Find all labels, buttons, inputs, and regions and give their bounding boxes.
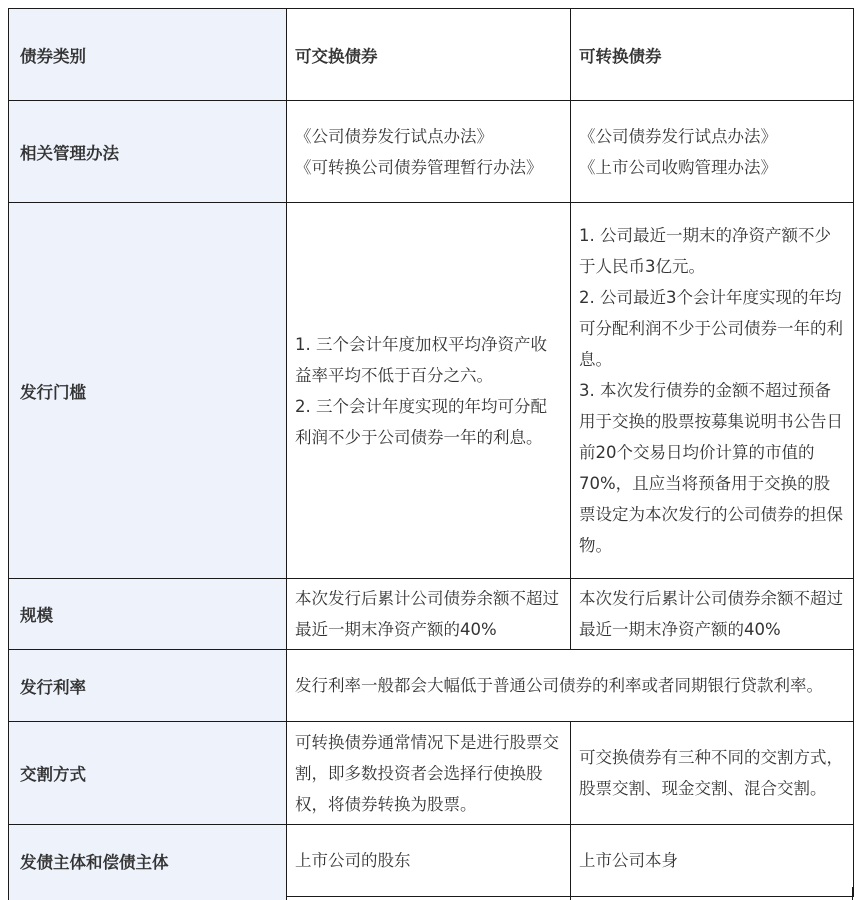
header-category: 债券类别 [9, 9, 287, 101]
cell-exchangeable: 本次发行后累计公司债券余额不超过最近一期末净资产额的40% [287, 579, 571, 650]
cell-exchangeable: 可转换债券通常情况下是进行股票交割，即多数投资者会选择行使换股权，将债券转换为股票。 [287, 722, 571, 825]
table-row [9, 101, 854, 203]
cell-line: 《公司债券发行试点办法》 [579, 126, 777, 146]
header-exchangeable: 可交换债券 [287, 9, 571, 101]
cell-line: 2. 公司最近3个会计年度实现的年均可分配利润不少于公司债券一年的利息。 [579, 288, 843, 369]
cell-line: 2. 三个会计年度实现的年均可分配利润不少于公司债券一年的利息。 [295, 396, 547, 447]
row-label: 发行利率 [9, 650, 287, 722]
header-row [9, 9, 854, 101]
cell-line: 3. 本次发行债券的金额不超过预备用于交换的股票按募集说明书公告日前20个交易日均价计算的市值的70%，且应当将预备用于交换的股票设定为本次发行的公司债券的担保物。 [579, 381, 843, 555]
table-row [9, 579, 854, 650]
row-label: 规模 [9, 579, 287, 650]
divider [570, 887, 853, 900]
table-row [9, 203, 854, 579]
row-label: 交割方式 [9, 722, 287, 825]
table-row [9, 825, 854, 897]
cell-exchangeable: 上市公司的股东 [287, 825, 571, 897]
header-convertible: 可转换债券 [571, 9, 854, 101]
row-label: 相关管理办法 [9, 101, 287, 203]
table-row [9, 650, 854, 722]
divider [8, 887, 286, 900]
cell-convertible: 可交换债券有三种不同的交割方式，股票交割、现金交割、混合交割。 [571, 722, 854, 825]
cell-line: 《公司债券发行试点办法》 [295, 126, 493, 146]
bond-comparison-table [8, 8, 854, 897]
row-label: 发债主体和偿债主体 [9, 825, 287, 897]
cell-convertible [571, 203, 854, 579]
table-row [9, 722, 854, 825]
cell-line: 1. 公司最近一期末的净资产额不少于人民币3亿元。 [579, 226, 831, 276]
cell-exchangeable [287, 101, 571, 203]
cell-merged: 发行利率一般都会大幅低于普通公司债券的利率或者同期银行贷款利率。 [287, 650, 854, 722]
cell-convertible: 本次发行后累计公司债券余额不超过最近一期末净资产额的40% [571, 579, 854, 650]
cell-line: 《可转换公司债券管理暂行办法》 [295, 157, 543, 177]
cell-exchangeable [287, 203, 571, 579]
cell-convertible: 上市公司本身 [571, 825, 854, 897]
table-continuation [8, 887, 853, 900]
cell-convertible [571, 101, 854, 203]
cell-line: 《上市公司收购管理办法》 [579, 157, 777, 177]
divider [286, 887, 570, 900]
cell-line: 1. 三个会计年度加权平均净资产收益率平均不低于百分之六。 [295, 334, 547, 385]
row-label: 发行门槛 [9, 203, 287, 579]
